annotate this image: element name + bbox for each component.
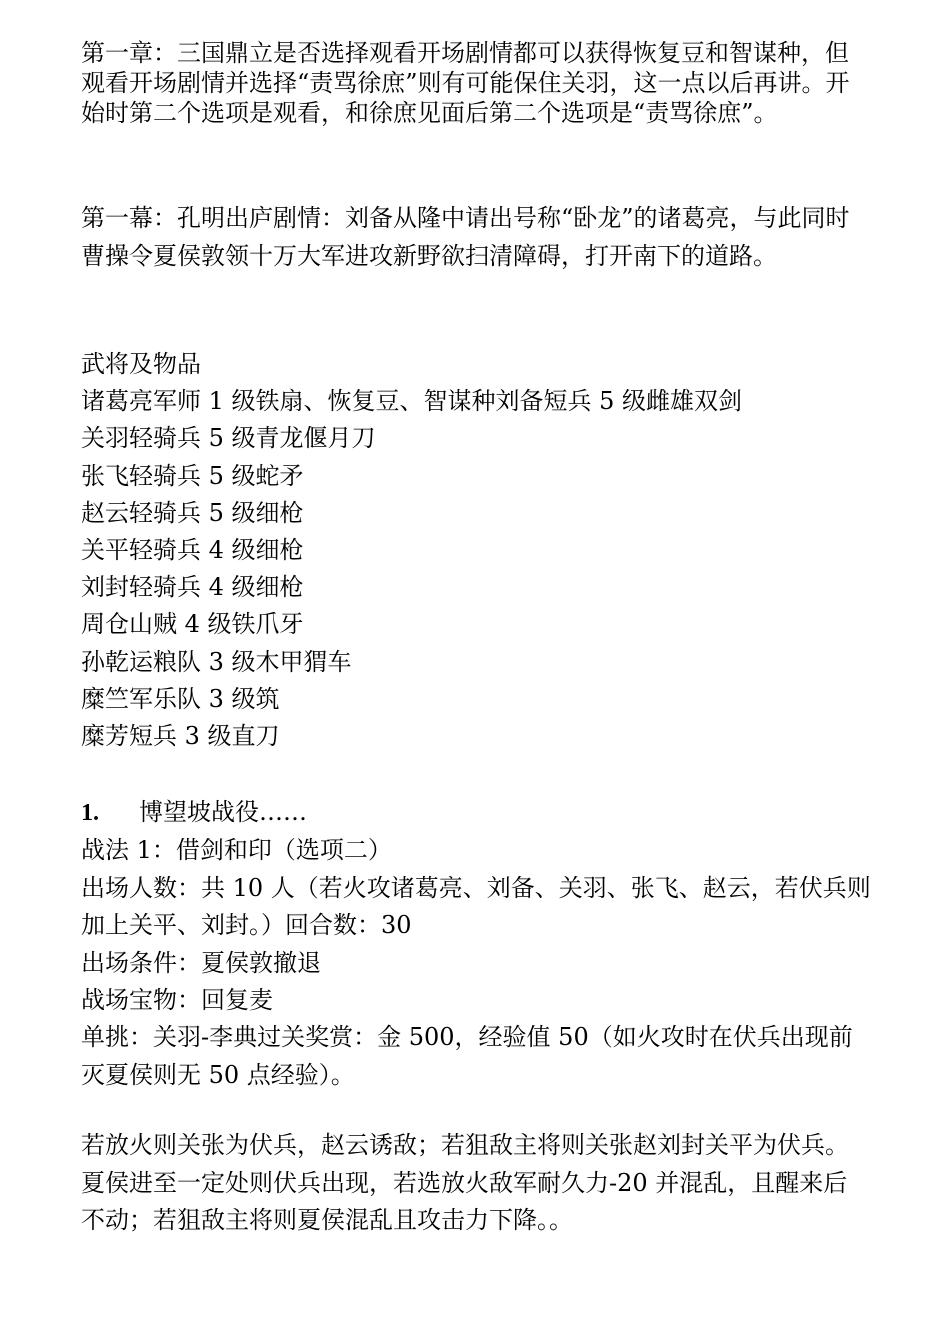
participants-line: 出场人数：共 10 人（若火攻诸葛亮、刘备、关羽、张飞、赵云，若伏兵则加上关平、刘封。）回合数：30 [81, 873, 871, 940]
act-intro-paragraph: 第一幕：孔明出庐剧情：刘备从隆中请出号称“卧龙”的诸葛亮，与此同时曹操令夏侯敦领十万大军进攻新野欲扫清障碍，打开南下的道路。 [81, 204, 850, 270]
list-item: 赵云轻骑兵 5 级细枪 [81, 498, 304, 527]
condition-line: 出场条件：夏侯敦撤退 [81, 948, 321, 977]
list-item: 关羽轻骑兵 5 级青龙偃月刀 [81, 424, 376, 453]
treasure-line: 战场宝物：回复麦 [81, 986, 273, 1015]
list-item: 诸葛亮军师 1 级铁扇、恢复豆、智谋种刘备短兵 5 级雌雄双剑 [81, 387, 743, 416]
section-heading [81, 794, 871, 832]
list-item: 糜芳短兵 3 级直刀 [81, 722, 280, 751]
strategy-paragraph: 若放火则关张为伏兵，赵云诱敌；若狙敌主将则关张赵刘封关平为伏兵。夏侯进至一定处则伏兵出现，若选放火敌军耐久力-20 并混乱，且醒来后不动；若狙敌主将则夏侯混乱且攻击力下降。。 [81, 1131, 849, 1234]
list-item: 张飞轻骑兵 5 级蛇矛 [81, 461, 304, 490]
chapter-intro-paragraph: 第一章：三国鼎立是否选择观看开场剧情都可以获得恢复豆和智谋种，但观看开场剧情并选择“责骂徐庶”则有可能保住关羽，这一点以后再讲。开始时第二个选项是观看，和徐庶见面后第二个选项是“责骂徐庶”。 [81, 39, 850, 127]
battle-section [81, 794, 871, 1094]
generals-items-list [81, 346, 871, 755]
list-title: 武将及物品 [81, 350, 201, 378]
duel-line: 单挑：关羽-李典过关奖赏：金 500，经验值 50（如火攻时在伏兵出现前灭夏侯则无 50 点经验）。 [81, 1023, 853, 1089]
tactic-line: 战法 1：借剑和印（选项二） [81, 836, 392, 865]
list-item: 糜竺军乐队 3 级筑 [81, 684, 280, 713]
section-title: 博望坡战役…… [139, 798, 307, 826]
list-item: 周仓山贼 4 级铁爪牙 [81, 610, 304, 639]
list-item: 刘封轻骑兵 4 级细枪 [81, 573, 304, 602]
list-item: 孙乾运粮队 3 级木甲猬车 [81, 647, 352, 676]
section-number: 1. [81, 800, 99, 826]
list-item: 关平轻骑兵 4 级细枪 [81, 536, 304, 565]
